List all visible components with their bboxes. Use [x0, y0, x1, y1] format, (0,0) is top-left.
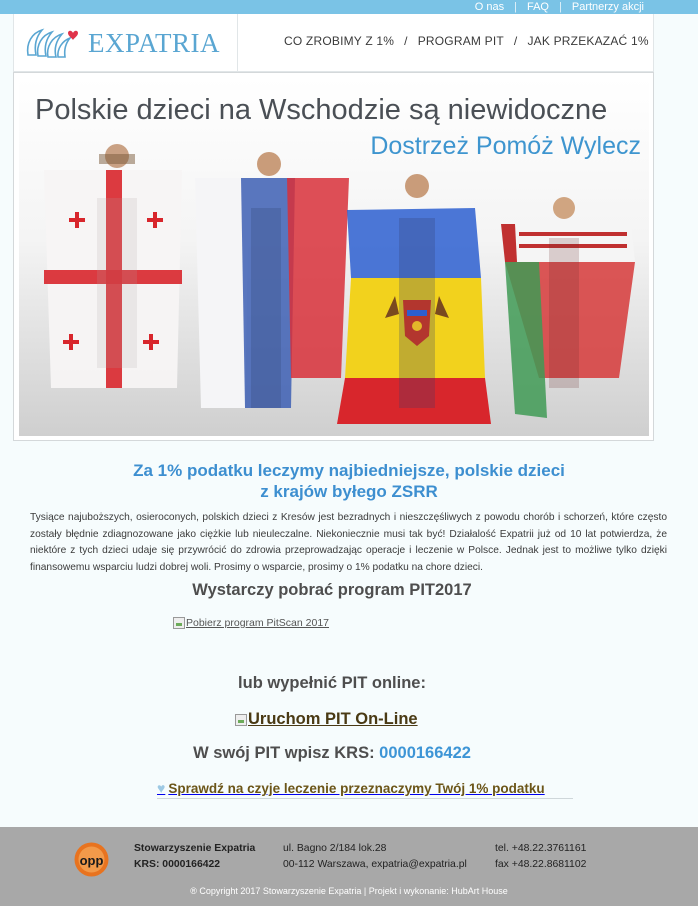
footer-copyright: ® Copyright 2017 Stowarzyszenie Expatria | Projekt i wykonanie: HubArt House: [190, 886, 508, 896]
main-nav: [284, 34, 649, 48]
topnav-link-partnerzy[interactable]: Partnerzy akcji: [571, 1, 644, 13]
broken-image-icon: [235, 714, 247, 726]
nav-separator: /: [513, 34, 518, 48]
krs-instruction: [0, 744, 664, 763]
intro-heading-line2: z krajów byłego ZSRR: [260, 482, 438, 501]
topnav-separator: |: [514, 1, 517, 13]
footer-contact: [495, 841, 586, 873]
footer-address-line1: ul. Bagno 2/184 lok.28: [283, 843, 387, 854]
hero-subtitle: Dostrzeż Pomóż Wylecz: [370, 132, 641, 160]
nav-separator: /: [404, 34, 408, 48]
footer-address-line2[interactable]: 00-112 Warszawa, expatria@expatria.pl: [283, 859, 467, 870]
intro-paragraph: Tysiące najuboższych, osieroconych, polskich dzieci z Kresów jest bezradnych i nieszczęśliwych z powodu chorób i schorzeń, które często zostały błędnie zdiagnozowane jako ciężkie lub nieuleczalne. Niekoniecznie musi tak być! Działalość Expatrii już od 10 lat potwierdza, że niektóre z tych dzieci udaje się przywrócić do zdrowia przeprowadzając operacje i leczenie w Polsce. Jednak jest to możliwe tylko dzięki finansowemu wsparciu ludzi dobrej woli. Prosimy o wsparcie, prosimy o 1% podatku na chore dzieci.: [30, 512, 667, 573]
logo-wings-icon: [24, 25, 86, 63]
hero-image: [19, 78, 649, 436]
topnav-separator: |: [559, 1, 562, 13]
belarus-flag: [501, 197, 635, 418]
intro-heading-line1: Za 1% podatku leczymy najbiedniejsze, polskie dzieci: [133, 461, 565, 480]
nav-item-jak-przekazac[interactable]: JAK PRZEKAZAĆ 1%: [527, 34, 649, 48]
check-link-text: Sprawdź na czyje leczenie przeznaczymy Twój 1% podatku: [168, 781, 545, 796]
krs-label: W swój PIT wpisz KRS:: [193, 744, 375, 762]
nav-item-program-pit[interactable]: PROGRAM PIT: [417, 34, 504, 48]
hero-banner: [13, 72, 654, 441]
footer-org: [134, 841, 255, 873]
russia-flag: [195, 152, 349, 408]
footer-org-krs: KRS: 0000166422: [134, 859, 221, 870]
opp-logo: [74, 842, 109, 877]
footer-fax: fax +48.22.8681102: [495, 859, 587, 870]
launch-pit-online-link[interactable]: [235, 710, 418, 729]
topnav-link-faq[interactable]: FAQ: [526, 1, 549, 13]
broken-image-icon: [173, 617, 185, 629]
online-image-alt: Uruchom PIT On-Line: [248, 710, 418, 728]
opp-logo-text: opp: [79, 853, 104, 868]
online-heading: lub wypełnić PIT online:: [238, 674, 426, 692]
logo[interactable]: [14, 14, 238, 72]
download-heading: Wystarczy pobrać program PIT2017: [192, 581, 472, 599]
logo-text: EXPATRIA: [88, 28, 221, 58]
footer-phone: tel. +48.22.3761161: [495, 843, 587, 854]
moldova-flag: [337, 174, 491, 424]
download-image-alt: Pobierz program PitScan 2017: [186, 617, 329, 629]
heart-icon: ♥: [157, 780, 166, 796]
footer-address: [283, 841, 467, 873]
footer-org-name: Stowarzyszenie Expatria: [134, 843, 256, 854]
check-beneficiaries-link[interactable]: [157, 780, 573, 799]
topnav-link-o-nas[interactable]: O nas: [474, 1, 505, 13]
site-header: [13, 14, 654, 72]
top-nav: [475, 0, 644, 14]
hero-title: Polskie dzieci na Wschodzie są niewidoczne: [35, 94, 608, 126]
georgia-flag: [44, 144, 182, 388]
footer: [0, 827, 698, 906]
nav-item-co-zrobimy[interactable]: CO ZROBIMY Z 1%: [284, 34, 395, 48]
download-pitscan-link[interactable]: [173, 617, 329, 629]
krs-number: 0000166422: [379, 744, 471, 762]
intro-heading: [0, 460, 698, 502]
